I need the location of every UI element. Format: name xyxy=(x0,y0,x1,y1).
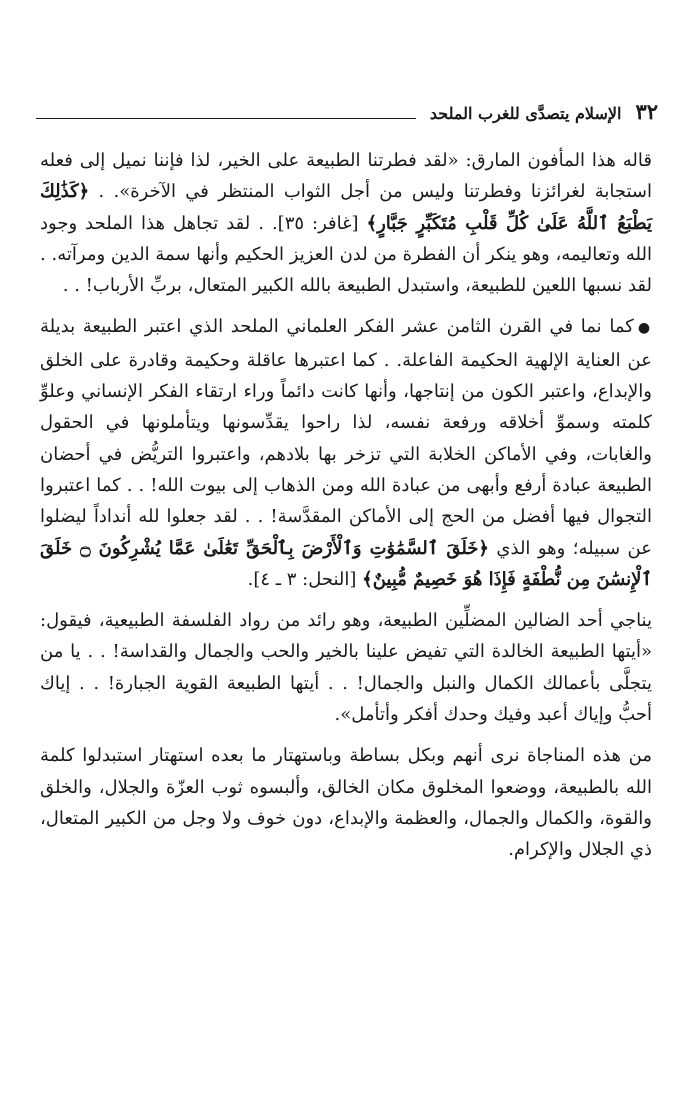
quran-verse: ﴿كَذَٰلِكَ يَطْبَعُ ٱللَّهُ عَلَىٰ كُلِّ قَلْبِ مُتَكَبِّرٍ جَبَّارٍ﴾ xyxy=(40,181,652,234)
paragraph xyxy=(40,311,652,595)
text-run: كما نما في القرن الثامن عشر الفكر العلماني الملحد الذي اعتبر الطبيعة بديلة عن العناية الإلهية الحكيمة الفاعلة. . كما اعتبرها عاقلة وحكيمة وقادرة على الخلق والإبداع، واعتبر الكون من إنتاجها، وأنها كانت دائماً وراء ارتقاء الفكر الإنساني وعلوِّ كلمته وسموِّ أخلاقه ورفعة نفسه، لذا راحوا يقدِّسونها ويتأملونها في الحقول والغابات، وفي الأماكن الخلابة التي تزخر بها بلادهم، واعتبروا التريُّض في أحضان الطبيعة عبادة أرفع وأبهى من عبادة الله ومن الذهاب إلى بيوت الله! . . كما اعتبروا التجوال فيها أفضل من الحج إلى الأماكن المقدَّسة! . . لقد جعلوا لله أنداداً ليضلوا عن سبيله؛ وهو الذي xyxy=(40,316,652,559)
text-run: [النحل: ٣ ـ ٤]. xyxy=(247,568,363,590)
running-title: الإسلام يتصدَّى للغرب الملحد xyxy=(429,104,622,123)
text-run: قاله هذا المأفون المارق: «لقد فطرتنا الطبيعة على الخير، لذا فإننا نميل إلى فعله استجابة لغرائزنا وفطرتنا وليس من أجل الثواب المنتظر في الآخرة». . xyxy=(40,150,652,203)
body-text xyxy=(40,145,652,866)
header-rule xyxy=(36,118,416,119)
text-run: يناجي أحد الضالين المضلِّين الطبيعة، وهو رائد من رواد الفلسفة الطبيعية، فيقول: «أيتها الطبيعة الخالدة التي تفيض علينا بالخير والحب والجمال والقداسة! . . يا من يتجلَّى بأعمالك الكمال والنبل والجمال! . . أيتها الطبيعة القوية الجبارة! . . إياك أحبُّ وإياك أعبد وفيك وحدك أفكر وأتأمل». xyxy=(40,610,652,726)
quran-verse: ﴿خَلَقَ ٱلسَّمَٰوَٰتِ وَٱلْأَرْضَ بِٱلْحَقِّ تَعَٰلَىٰ عَمَّا يُشْرِكُونَ ۝ خَلَقَ ٱلْإِنسَٰنَ مِن نُّطْفَةٍ فَإِذَا هُوَ خَصِيمٌ مُّبِينٌ﴾ xyxy=(40,537,652,590)
page-number: ٣٢ xyxy=(635,99,658,124)
paragraph xyxy=(40,145,652,301)
text-run: [غافر: ٣٥]. . لقد تجاهل هذا الملحد وجود الله وتعاليمه، وهو ينكر أن الفطرة من لدن العزيز الحكيم وأنها سمة الدين ومرآته. . لقد نسبها اللعين للطبيعة، واستبدل الطبيعة بالله الكبير المتعال، بربِّ الأرباب! . . xyxy=(40,212,652,297)
paragraph xyxy=(40,605,652,730)
bullet-marker: ● xyxy=(637,320,653,337)
text-run: من هذه المناجاة نرى أنهم وبكل بساطة وباستهتار ما بعده استهتار استبدلوا كلمة الله بالطبيعة، ووضعوا المخلوق مكان الخالق، وألبسوه ثوب العزّة والجلال، والخلق والقوة، والكمال والجمال، والعظمة والإبداع، دون خوف ولا وجل من الكبير المتعال، ذي الجلال والإكرام. xyxy=(40,745,652,861)
paragraph xyxy=(40,740,652,865)
page-header xyxy=(36,88,658,122)
